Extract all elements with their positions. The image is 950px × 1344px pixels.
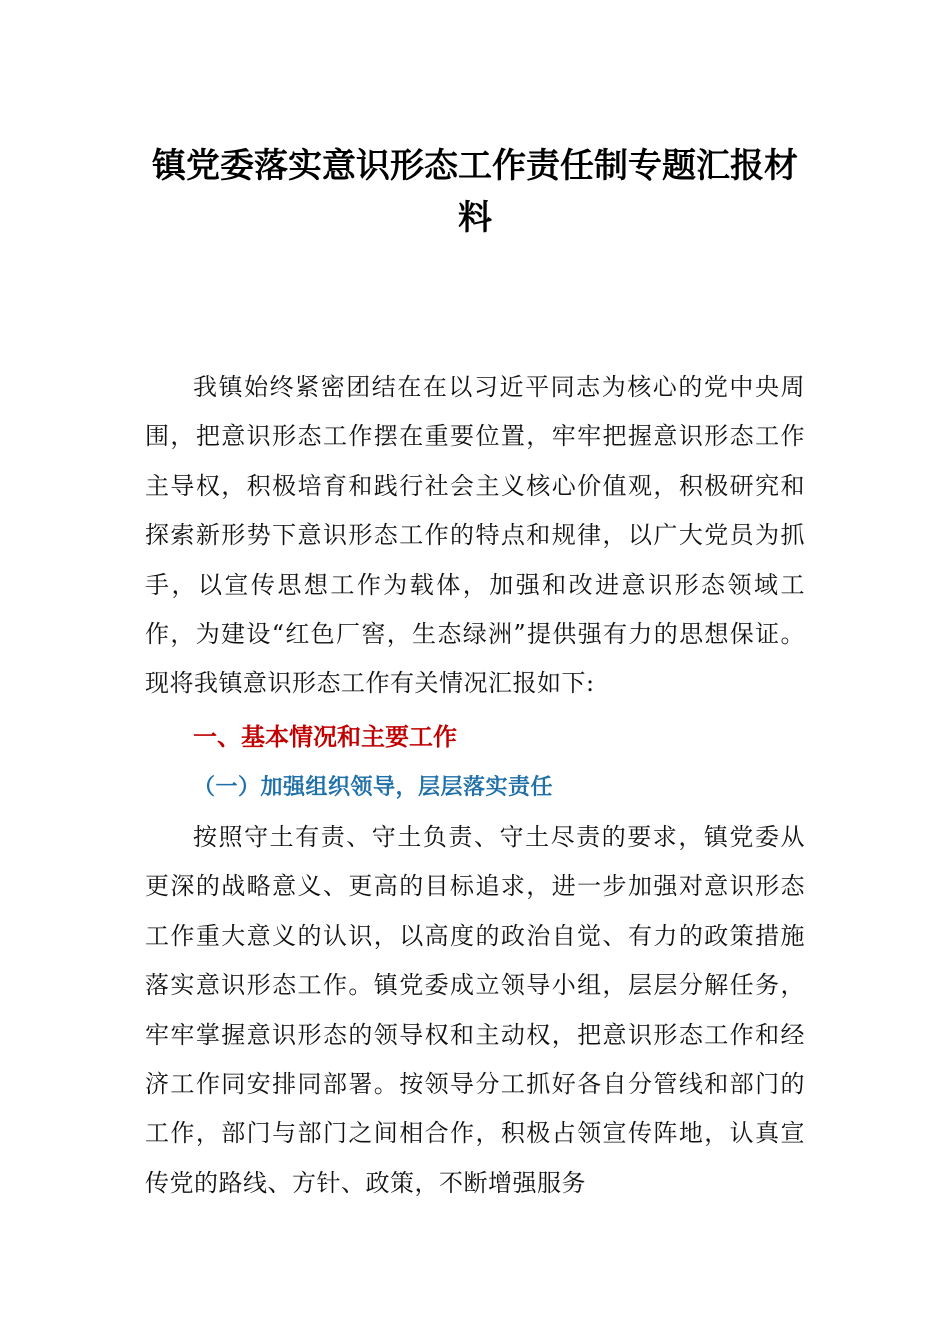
subsection-paragraph: 按照守土有责、守土负责、守土尽责的要求，镇党委从更深的战略意义、更高的目标追求，进一步加强对意识形态工作重大意义的认识，以高度的政治自觉、有力的政策措施落实意识形态工作。镇党委成立领导小组，层层分解任务，牢牢掌握意识形态的领导权和主动权，把意识形态工作和经济工作同安排同部署。按领导分工抓好各自分管线和部门的工作，部门与部门之间相合作，积极占领宣传阵地，认真宣传党的路线、方针、政策，不断增强服务 <box>145 823 805 1197</box>
section-heading: 一、基本情况和主要工作 <box>193 723 457 751</box>
document-title: 镇党委落实意识形态工作责任制专题汇报材料 <box>152 146 798 238</box>
intro-paragraph: 我镇始终紧密团结在在以习近平同志为核心的党中央周围，把意识形态工作摆在重要位置，牢牢把握意识形态工作主导权，积极培育和践行社会主义核心价值观，积极研究和探索新形势下意识形态工作的特点和规律，以广大党员为抓手，以宣传思想工作为载体，加强和改进意识形态领域工作，为建设“红色厂窖，生态绿洲”提供强有力的思想保证。现将我镇意识形态工作有关情况汇报如下: <box>145 373 805 698</box>
subsection-heading: （一）加强组织领导，层层落实责任 <box>193 774 554 800</box>
